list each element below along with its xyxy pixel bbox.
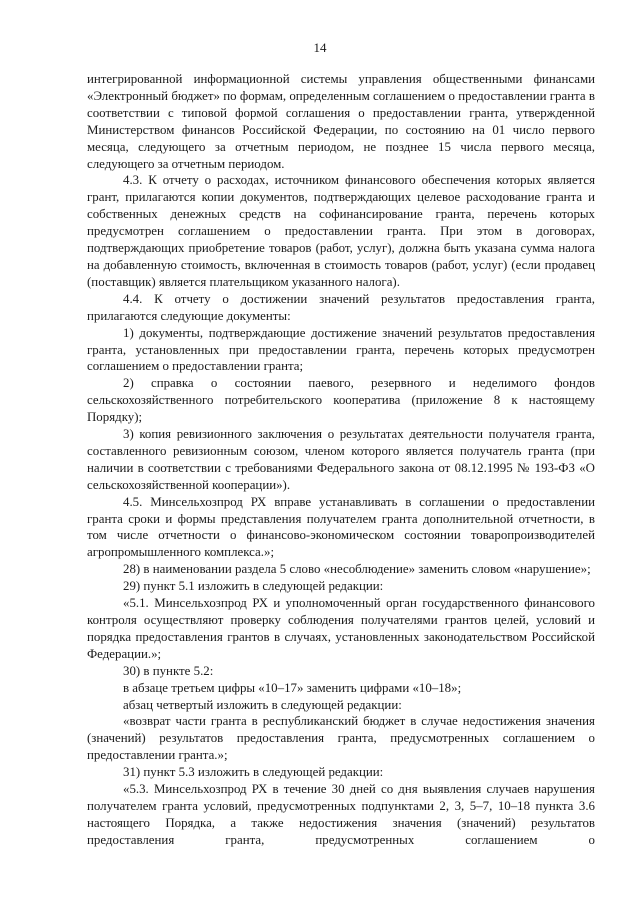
paragraph-item-31: 31) пункт 5.3 изложить в следующей редакции: [123,765,384,780]
paragraph-intro-continuation: интегрированной информационной системы управления общественными финансами «Электронный бюджет» по формам, определенным соглашением о предоставлении гранта в соответствии с типовой формой соглашения о предоставлении гранта, утвержденной Министерством финансов Российской Федерации, по состоянию на 01 число первого месяца, следующего за отчетным периодом, не позднее 15 числа первого месяца, следующего за отчетным периодом. [87,72,595,171]
document-body [87,71,595,849]
paragraph-item-28: 28) в наименовании раздела 5 слово «несоблюдение» заменить словом «нарушение»; [123,562,591,577]
paragraph-item-30-a: в абзаце третьем цифры «10–17» заменить цифрами «10–18»; [123,680,462,695]
paragraph-4-4-item-1: 1) документы, подтверждающие достижение значений результатов предоставления гранта, установленных при предоставлении гранта, перечень которых предусмотрен соглашением о предоставлении гранта; [87,325,595,374]
paragraph-item-29: 29) пункт 5.1 изложить в следующей редакции: [123,579,384,594]
paragraph-4-3: 4.3. К отчету о расходах, источником финансового обеспечения которых является грант, прилагаются копии документов, подтверждающих целевое расходование гранта и собственных денежных средств на софинансирование гранта, перечень которых предусмотрен соглашением о предоставлении гранта. При этом в договорах, подтверждающих приобретение товаров (работ, услуг), должна быть указана сумма налога на добавленную стоимость, включенная в стоимость товаров (работ, услуг) (если продавец (поставщик) является плательщиком указанного налога). [87,173,595,289]
paragraph-5-1: «5.1. Минсельхозпрод РХ и уполномоченный орган государственного финансового контроля осуществляют проверку соблюдения получателями грантов целей, условий и порядка предоставления грантов в случаях, установленных законодательством Российской Федерации.»; [87,596,595,661]
paragraph-item-30-quote: «возврат части гранта в республиканский бюджет в случае недостижения значения (значений) результатов предоставления гранта, предусмотренных соглашением о предоставлении гранта.»; [87,714,595,763]
paragraph-5-3: «5.3. Минсельхозпрод РХ в течение 30 дней со дня выявления случаев нарушения получателем гранта условий, предусмотренных подпунктами 2, 3, 5–7, 10–18 пункта 3.6 настоящего Порядка, а также недостижения значения (значений) результатов предоставления гранта, предусмотренных соглашением о [87,782,595,847]
paragraph-item-30-b: абзац четвертый изложить в следующей редакции: [123,697,402,712]
paragraph-4-4-item-3: 3) копия ревизионного заключения о результатах деятельности получателя гранта, составленного ревизионным союзом, членом которого является получатель гранта (при наличии в соответствии с требованиями Федерального закона от 08.12.1995 № 193-ФЗ «О сельскохозяйственной кооперации»). [87,427,595,492]
paragraph-4-4-item-2: 2) справка о состоянии паевого, резервного и неделимого фондов сельскохозяйственного потребительского кооператива (приложение 8 к настоящему Порядку); [87,376,595,425]
paragraph-4-5: 4.5. Минсельхозпрод РХ вправе устанавливать в соглашении о предоставлении гранта сроки и формы представления получателем гранта дополнительной отчетности, в том числе отчетности о финансово-экономическом состоянии товаропроизводителей агропромышленного комплекса.»; [87,494,595,560]
paragraph-4-4: 4.4. К отчету о достижении значений результатов предоставления гранта, прилагаются следующие документы: [87,291,595,323]
paragraph-item-30: 30) в пункте 5.2: [123,663,214,678]
page-number: 14 [313,40,327,55]
